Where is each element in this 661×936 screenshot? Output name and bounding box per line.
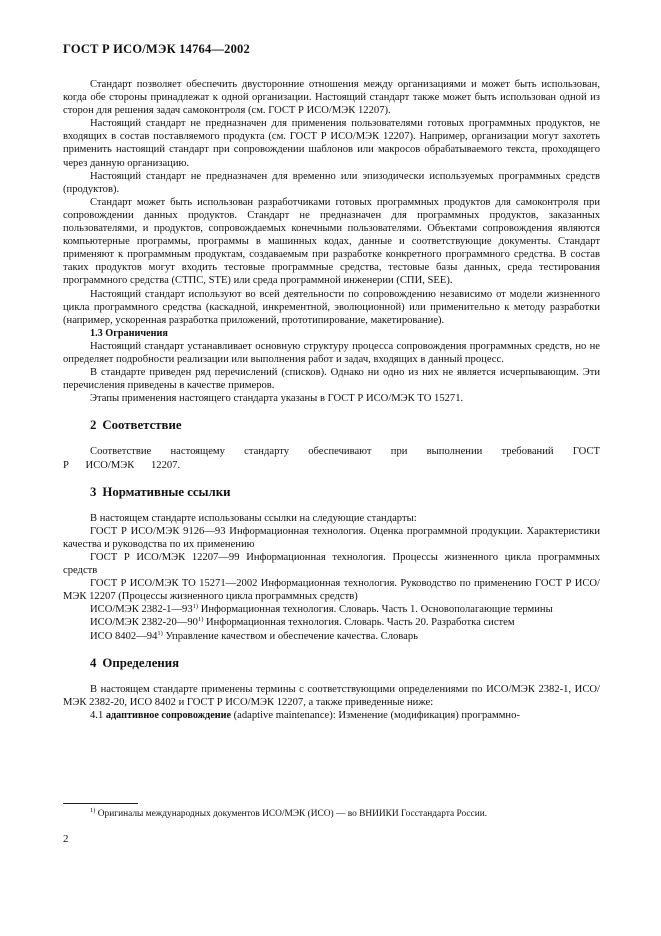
reference-item: ИСО 8402—94$^{1)}$ Управление качеством и обеспечение качества. Словарь	[90, 629, 418, 642]
document-body	[63, 78, 600, 722]
reference-item: ИСО/МЭК 2382-1—93$^{1)}$ Информационная технология. Словарь. Часть 1. Основополагающие термины	[90, 603, 553, 616]
reference-item: ИСО/МЭК 2382-20—90$^{1)}$ Информационная технология. Словарь. Часть 20. Разработка систем	[90, 616, 515, 629]
paragraph: В стандарте приведен ряд перечислений (списков). Однако ни одно из них не является исчерпывающим. Эти перечисления приведены в качестве примеров.	[63, 367, 600, 392]
page-number: 2	[63, 833, 69, 845]
section-number: 3	[90, 484, 97, 499]
footnote: $^{1)}$ Оригиналы международных документов ИСО/МЭК (ИСО) — во ВНИИКИ Госстандарта России.	[90, 807, 488, 819]
page-header: ГОСТ Р ИСО/МЭК 14764—2002	[63, 42, 250, 56]
footnote-marker: 1)	[197, 616, 204, 624]
paragraph: Стандарт позволяет обеспечить двусторонние отношения между организациями и может быть использован, когда обе стороны принадлежат к одной организации. Настоящий стандарт также может быть использован одной из сторон для решения задач самоконтроля (см. ГОСТ Р ИСО/МЭК 12207).	[63, 79, 600, 117]
section-heading	[63, 419, 600, 432]
section-heading	[63, 486, 600, 499]
subsection-title: 1.3 Ограничения	[90, 327, 168, 339]
section-number: 2	[90, 418, 97, 433]
paragraph: Настоящий стандарт не предназначен для временно или эпизодически используемых программных средств (продуктов).	[63, 170, 600, 195]
definition-item: 4.1 адаптивное сопровождение (adaptive maintenance): Изменение (модификация) программно-	[90, 709, 520, 721]
footnote-divider	[63, 803, 138, 804]
definition-term: адаптивное сопровождение	[105, 709, 231, 721]
footnote-marker: 1)	[157, 629, 163, 637]
reference-item: ГОСТ Р ИСО/МЭК 9126—93 Информационная технология. Оценка программной продукции. Характеристики качества и руководства по их применению	[63, 525, 600, 550]
footnote-marker: 1)	[192, 603, 199, 611]
paragraph: Этапы применения настоящего стандарта указаны в ГОСТ Р ИСО/МЭК ТО 15271.	[90, 393, 464, 405]
paragraph: Соответствие настоящему стандарту обеспечивают при выполнении требований ГОСТ Р ИСО/МЭК 12207.	[63, 446, 600, 471]
section-title: Нормативные ссылки	[102, 484, 231, 499]
paragraph: Настоящий стандарт устанавливает основную структуру процесса сопровождения программных средств, но не определяет подробности реализации или выполнения работ и задач, входящих в данный процесс.	[63, 340, 600, 365]
section-heading	[63, 657, 600, 670]
section-number: 4	[90, 655, 97, 670]
paragraph: В настоящем стандарте использованы ссылки на следующие стандарты:	[90, 512, 417, 524]
reference-item: ГОСТ Р ИСО/МЭК ТО 15271—2002 Информационная технология. Руководство по применению ГОСТ Р ИСО/МЭК 12207 (Процессы жизненного цикла программных средств)	[63, 578, 601, 603]
section-title: Соответствие	[102, 418, 182, 433]
section-title: Определения	[102, 655, 180, 670]
paragraph: Настоящий стандарт используют во всей деятельности по сопровождению независимо от модели жизненного цикла программного средства (каскадной, инкрементной, эволюционной) или применительно к методу разработки (например, ускоренная разработка приложений, прототипирование, макетирование).	[63, 288, 600, 326]
paragraph: В настоящем стандарте применены термины с соответствующими определениями по ИСО/МЭК 2382-1, ИСО/МЭК 2382-20, ИСО 8402 и ГОСТ Р ИСО/МЭК 12207, а также приведенные ниже:	[63, 683, 600, 708]
reference-item: ГОСТ Р ИСО/МЭК 12207—99 Информационная технология. Процессы жизненного цикла программных средств	[63, 552, 600, 577]
paragraph: Стандарт может быть использован разработчиками готовых программных продуктов для самоконтроля при сопровождении данных продуктов. Стандарт не предназначен для программных продуктов, заказанных пользователями, и продуктов, сопровождаемых конечными пользователями. Объектами сопровождения являются компьютерные программы, программы в машинных кодах, данные и соответствующие документы. Стандарт применяют к программным продуктам, создаваемым при разработке конкретного программного средства. В состав таких продуктов могут входить тестовые программные средства, тестовые базы данных, среда тестирования программного средства (СТПС, STE) или среда программной инженерии (СПИ, SEE).	[63, 196, 600, 287]
footnote-marker: 1)	[90, 807, 96, 814]
paragraph: Настоящий стандарт не предназначен для применения пользователями готовых программных продуктов, не входящих в состав поставляемого продукта (см. ГОСТ Р ИСО/МЭК 12207). Например, организации могут захотеть применить настоящий стандарт при сопровождении шаблонов или макросов обрабатываемого текста, проходящего через данную организацию.	[63, 118, 600, 169]
